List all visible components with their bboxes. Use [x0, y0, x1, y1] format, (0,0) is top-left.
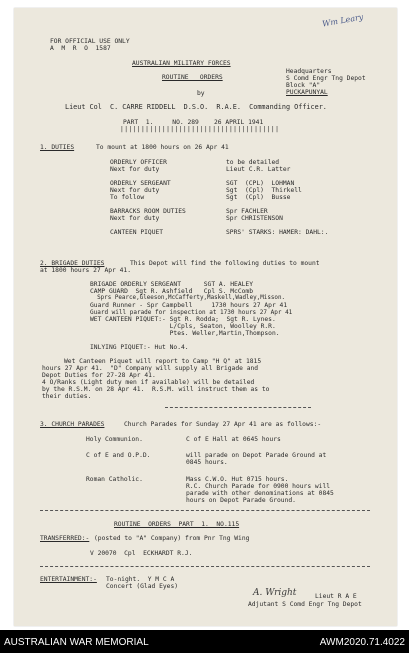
by-label: by: [197, 90, 205, 97]
duty-value: Lieut C.R. Latter: [226, 166, 291, 173]
church-label: Holy Communion.: [86, 436, 143, 443]
duty-role: BARRACKS ROOM DUTIES: [110, 208, 186, 215]
church-text: Mass C.W.O. Hut 0715 hours.: [186, 476, 289, 483]
brigade-para-line: hours 27 Apr 41. "D" Company will supply all Brigade and: [42, 365, 259, 372]
transferred-text: (posted to "A" Company) from Pnr Tng Wing: [94, 535, 250, 542]
brigade-line: Guard will parade for inspection at 1730 hours 27 Apr 41: [90, 309, 293, 316]
brigade-line: Guard Runner - Spr Campbell 1730 hours 27 Apr 41: [90, 302, 288, 309]
duty-value: SGT (CPL) LOHMAN: [226, 180, 295, 187]
hq-line-3: Block "A": [286, 82, 321, 89]
church-text: hours on Depot Parade Ground.: [186, 497, 296, 504]
church-text: 0845 hours.: [186, 459, 228, 466]
footer-accession: AWM2020.71.4022: [319, 637, 405, 648]
duty-role: To follow: [110, 194, 145, 201]
signature-role: Adjutant S Comd Engr Tng Depot: [248, 601, 362, 608]
duty-role: Next for duty: [110, 187, 160, 194]
church-text: parade with other denominations at 0845: [186, 490, 334, 497]
brigade-para-line: by the R.S.M. on 28 Apr 41. R.S.M. will instruct them as to: [42, 386, 270, 393]
brigade-line: CAMP GUARD Sgt R. Ashfield Cpl S. McComb: [90, 288, 254, 295]
footer-bar: [0, 630, 409, 653]
duty-role: Next for duty: [110, 166, 160, 173]
entertainment-label: ENTERTAINMENT:-: [40, 576, 97, 583]
brigade-line: Ptes. Weller,Martin,Thompson.: [90, 330, 280, 337]
brigade-para-line: Wet Canteen Piquet will report to Camp "H Q" at 1815: [64, 358, 262, 365]
duty-value: to be detailed: [226, 159, 280, 166]
footer-institution: AUSTRALIAN WAR MEMORIAL: [4, 637, 149, 648]
brigade-heading: 2. BRIGADE DUTIES: [40, 260, 105, 267]
brigade-line: WET CANTEEN PIQUET:- Sgt R. Rodda; Sgt R. Lynes.: [90, 316, 276, 323]
church-text: R.C. Church Parade for 0900 hours will: [186, 483, 331, 490]
signature-rank: Lieut R A E: [315, 593, 357, 600]
hq-line-2: S Comd Engr Tng Depot: [286, 75, 366, 82]
handwritten-note: Wm Leary: [321, 12, 364, 29]
church-text: C of E Hall at 0645 hours: [186, 436, 281, 443]
brigade-line: BRIGADE ORDERLY SERGEANT SGT A. HEALEY: [90, 281, 254, 288]
signature: A. Wright: [253, 588, 297, 598]
duty-value: Sgt (Cpl) Thirkell: [226, 187, 302, 194]
duties-intro: To mount at 1800 hours on 26 Apr 41: [96, 144, 229, 151]
church-heading: 3. CHURCH PARADES: [40, 421, 105, 428]
part-line: PART 1. NO. 289 26 APRIL 1941: [123, 119, 264, 126]
duty-value: Spr FACHLER: [226, 208, 268, 215]
duty-role: CANTEEN PIQUET: [110, 229, 164, 236]
duties-heading: 1. DUTIES: [40, 144, 75, 151]
classification: FOR OFFICIAL USE ONLY: [50, 38, 130, 45]
brigade-line: INLYING PIQUET:- Hut No.4.: [90, 344, 189, 351]
divider: [40, 510, 370, 511]
document-title: AUSTRALIAN MILITARY FORCES: [132, 60, 231, 67]
hq-line-1: Headquarters: [286, 68, 332, 75]
entertainment-line-1: To-night. Y M C A: [106, 576, 175, 583]
transferred-label: TRANSFERRED:-: [40, 535, 90, 542]
brigade-intro-1: This Depot will find the following duties to mount: [130, 260, 320, 267]
orders-subtitle: ROUTINE ORDERS: [162, 74, 223, 81]
church-intro: Church Parades for Sunday 27 Apr 41 are as follows:-: [124, 421, 322, 428]
church-label: C of E and O.P.D.: [86, 452, 151, 459]
duty-value: Spr CHRISTENSON: [226, 215, 283, 222]
brigade-line: L/Cpls, Seaton, Woolley R.R.: [90, 323, 276, 330]
form-number: A M R O 1587: [50, 45, 111, 52]
brigade-intro-2: at 1800 hours 27 Apr 41.: [40, 267, 131, 274]
duty-role: Next for duty: [110, 215, 160, 222]
hq-line-4: PUCKAPUNYAL: [286, 89, 328, 96]
underline-bars: ||||||||||||||||||||||||||||||||||||||: [120, 126, 280, 133]
entertainment-line-2: Concert (Glad Eyes): [106, 583, 179, 590]
soldier-entry: V 20070 Cpl ECKHARDT R.J.: [90, 550, 193, 557]
duty-role: ORDERLY SERGEANT: [110, 180, 171, 187]
part2-heading: ROUTINE ORDERS PART 1. NO.115: [114, 521, 240, 528]
brigade-para-line: their duties.: [42, 393, 92, 400]
brigade-para-line: Depot Duties for 27-28 Apr 41.: [42, 372, 156, 379]
church-text: will parade on Depot Parade Ground at: [186, 452, 327, 459]
church-label: Roman Catholic.: [86, 476, 143, 483]
duty-role: ORDERLY OFFICER: [110, 159, 167, 166]
divider: [165, 407, 311, 408]
duty-value: Sgt (Cpl) Busse: [226, 194, 291, 201]
brigade-line: Sprs Pearce,Gleeson,McCafferty,Maskell,Wadley,Misson.: [90, 295, 286, 301]
brigade-para-line: 4 O/Ranks (Light duty men if available) will be detailed: [42, 379, 255, 386]
divider: [40, 566, 370, 567]
duty-value: SPRS' STARKS: HAMER: DAHL:.: [226, 229, 329, 236]
commander: Lieut Col C. CARRE RIDDELL D.S.O. R.A.E. Commanding Officer.: [65, 103, 327, 111]
